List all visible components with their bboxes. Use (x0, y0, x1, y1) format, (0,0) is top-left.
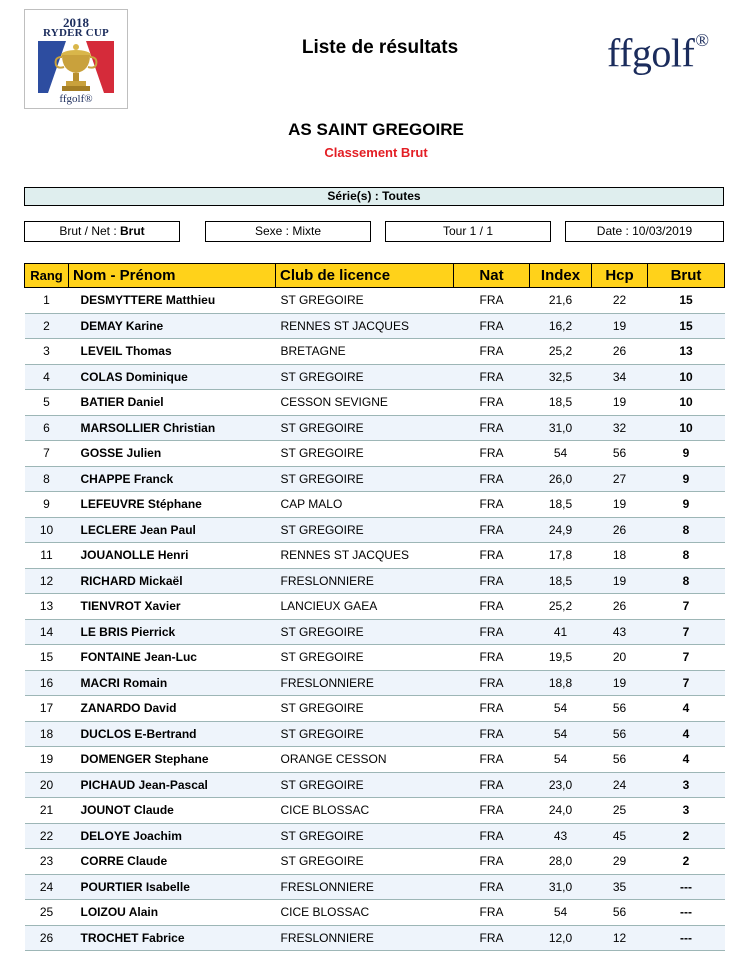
series-bar: Série(s) : Toutes (24, 187, 724, 206)
table-row (25, 925, 725, 951)
row-index: 18,5 (530, 390, 592, 416)
ffgolf-logo (607, 24, 709, 75)
row-index: 54 (530, 441, 592, 467)
row-nat: FRA (454, 441, 530, 467)
ffgolf-registered-icon: ® (695, 30, 709, 50)
row-nat: FRA (454, 619, 530, 645)
row-rang: 5 (25, 390, 69, 416)
row-hcp: 29 (592, 849, 648, 875)
row-nom: GOSSE Julien (69, 441, 276, 467)
row-nom: LECLERE Jean Paul (69, 517, 276, 543)
row-hcp: 26 (592, 594, 648, 620)
row-club: BRETAGNE (276, 339, 454, 365)
row-nat: FRA (454, 670, 530, 696)
row-nom: TROCHET Fabrice (69, 925, 276, 951)
row-club: ST GREGOIRE (276, 696, 454, 722)
ryder-cup-name: RYDER CUP (43, 27, 109, 39)
row-brut: --- (648, 874, 725, 900)
row-brut: 4 (648, 696, 725, 722)
row-club: LANCIEUX GAEA (276, 594, 454, 620)
row-nat: FRA (454, 925, 530, 951)
row-nat: FRA (454, 721, 530, 747)
row-hcp: 56 (592, 747, 648, 773)
row-rang: 15 (25, 645, 69, 671)
col-header-nom: Nom - Prénom (69, 264, 276, 288)
row-rang: 24 (25, 874, 69, 900)
table-row (25, 772, 725, 798)
row-nom: LE BRIS Pierrick (69, 619, 276, 645)
row-rang: 21 (25, 798, 69, 824)
row-club: ORANGE CESSON (276, 747, 454, 773)
row-club: ST GREGOIRE (276, 466, 454, 492)
row-nat: FRA (454, 823, 530, 849)
row-rang: 23 (25, 849, 69, 875)
row-nat: FRA (454, 339, 530, 365)
row-brut: 15 (648, 313, 725, 339)
row-nom: JOUANOLLE Henri (69, 543, 276, 569)
row-club: ST GREGOIRE (276, 364, 454, 390)
row-club: ST GREGOIRE (276, 415, 454, 441)
row-nat: FRA (454, 288, 530, 314)
table-row (25, 364, 725, 390)
row-rang: 26 (25, 925, 69, 951)
brut-net-value: Brut (120, 224, 145, 238)
row-nat: FRA (454, 568, 530, 594)
row-index: 21,6 (530, 288, 592, 314)
row-club: ST GREGOIRE (276, 441, 454, 467)
row-nat: FRA (454, 874, 530, 900)
row-club: RENNES ST JACQUES (276, 543, 454, 569)
row-rang: 6 (25, 415, 69, 441)
row-brut: --- (648, 900, 725, 926)
table-row (25, 492, 725, 518)
table-row (25, 313, 725, 339)
table-row (25, 900, 725, 926)
row-rang: 13 (25, 594, 69, 620)
row-club: ST GREGOIRE (276, 721, 454, 747)
row-brut: 2 (648, 849, 725, 875)
row-brut: 8 (648, 517, 725, 543)
row-brut: 7 (648, 619, 725, 645)
row-brut: 4 (648, 747, 725, 773)
row-nat: FRA (454, 364, 530, 390)
row-index: 43 (530, 823, 592, 849)
row-rang: 2 (25, 313, 69, 339)
col-header-rang: Rang (25, 264, 69, 288)
ryder-cup-ffgolf: ffgolf® (59, 93, 93, 105)
row-brut: 9 (648, 441, 725, 467)
row-index: 54 (530, 900, 592, 926)
tour-filter: Tour 1 / 1 (385, 221, 551, 242)
row-hcp: 26 (592, 339, 648, 365)
ryder-cup-logo (24, 9, 128, 109)
row-club: FRESLONNIERE (276, 670, 454, 696)
row-hcp: 25 (592, 798, 648, 824)
row-rang: 8 (25, 466, 69, 492)
row-brut: --- (648, 925, 725, 951)
row-club: ST GREGOIRE (276, 772, 454, 798)
row-club: FRESLONNIERE (276, 925, 454, 951)
row-nat: FRA (454, 517, 530, 543)
row-rang: 12 (25, 568, 69, 594)
row-hcp: 20 (592, 645, 648, 671)
sexe-filter: Sexe : Mixte (205, 221, 371, 242)
row-index: 31,0 (530, 415, 592, 441)
row-brut: 10 (648, 390, 725, 416)
row-nom: POURTIER Isabelle (69, 874, 276, 900)
row-nom: DEMAY Karine (69, 313, 276, 339)
results-body (25, 288, 725, 951)
table-row (25, 568, 725, 594)
row-index: 31,0 (530, 874, 592, 900)
table-row (25, 390, 725, 416)
row-rang: 11 (25, 543, 69, 569)
table-row (25, 747, 725, 773)
table-row (25, 619, 725, 645)
ffgolf-logo-text: ffgolf (607, 30, 695, 76)
row-rang: 19 (25, 747, 69, 773)
row-club: ST GREGOIRE (276, 849, 454, 875)
ryder-cup-trophy-icon (38, 41, 114, 93)
row-hcp: 56 (592, 721, 648, 747)
row-nom: CHAPPE Franck (69, 466, 276, 492)
row-club: ST GREGOIRE (276, 288, 454, 314)
brut-net-filter (24, 221, 180, 242)
row-brut: 8 (648, 543, 725, 569)
row-rang: 7 (25, 441, 69, 467)
row-index: 25,2 (530, 594, 592, 620)
row-club: RENNES ST JACQUES (276, 313, 454, 339)
row-rang: 17 (25, 696, 69, 722)
row-nom: BATIER Daniel (69, 390, 276, 416)
row-brut: 8 (648, 568, 725, 594)
row-brut: 13 (648, 339, 725, 365)
table-row (25, 849, 725, 875)
row-nom: MARSOLLIER Christian (69, 415, 276, 441)
row-rang: 25 (25, 900, 69, 926)
row-club: ST GREGOIRE (276, 517, 454, 543)
row-index: 41 (530, 619, 592, 645)
row-rang: 9 (25, 492, 69, 518)
row-nat: FRA (454, 313, 530, 339)
row-nom: COLAS Dominique (69, 364, 276, 390)
table-row (25, 721, 725, 747)
row-club: CICE BLOSSAC (276, 798, 454, 824)
row-nom: LEVEIL Thomas (69, 339, 276, 365)
club-name: AS SAINT GREGOIRE (288, 120, 464, 139)
row-nat: FRA (454, 543, 530, 569)
row-hcp: 24 (592, 772, 648, 798)
row-rang: 16 (25, 670, 69, 696)
row-nom: MACRI Romain (69, 670, 276, 696)
brut-net-label: Brut / Net : (59, 224, 117, 238)
row-nat: FRA (454, 390, 530, 416)
row-hcp: 19 (592, 390, 648, 416)
row-nat: FRA (454, 696, 530, 722)
row-index: 18,8 (530, 670, 592, 696)
row-nat: FRA (454, 798, 530, 824)
row-hcp: 19 (592, 670, 648, 696)
row-hcp: 56 (592, 900, 648, 926)
row-hcp: 19 (592, 492, 648, 518)
row-rang: 18 (25, 721, 69, 747)
row-index: 17,8 (530, 543, 592, 569)
row-nat: FRA (454, 645, 530, 671)
table-row (25, 874, 725, 900)
row-nom: ZANARDO David (69, 696, 276, 722)
row-index: 32,5 (530, 364, 592, 390)
row-hcp: 12 (592, 925, 648, 951)
row-hcp: 19 (592, 313, 648, 339)
table-row (25, 441, 725, 467)
table-row (25, 339, 725, 365)
row-brut: 15 (648, 288, 725, 314)
row-nom: RICHARD Mickaël (69, 568, 276, 594)
row-hcp: 32 (592, 415, 648, 441)
table-row (25, 466, 725, 492)
col-header-nat: Nat (454, 264, 530, 288)
row-brut: 7 (648, 670, 725, 696)
row-nat: FRA (454, 772, 530, 798)
row-nat: FRA (454, 747, 530, 773)
row-index: 54 (530, 721, 592, 747)
row-brut: 10 (648, 415, 725, 441)
row-brut: 3 (648, 798, 725, 824)
row-hcp: 26 (592, 517, 648, 543)
table-row (25, 517, 725, 543)
row-rang: 20 (25, 772, 69, 798)
row-hcp: 22 (592, 288, 648, 314)
row-club: ST GREGOIRE (276, 619, 454, 645)
row-rang: 14 (25, 619, 69, 645)
document-title: Liste de résultats (301, 37, 459, 58)
row-rang: 22 (25, 823, 69, 849)
row-nat: FRA (454, 849, 530, 875)
row-brut: 2 (648, 823, 725, 849)
table-row (25, 594, 725, 620)
row-index: 54 (530, 696, 592, 722)
row-nom: LOIZOU Alain (69, 900, 276, 926)
row-brut: 10 (648, 364, 725, 390)
row-hcp: 18 (592, 543, 648, 569)
row-index: 19,5 (530, 645, 592, 671)
row-club: CAP MALO (276, 492, 454, 518)
classement-type: Classement Brut (324, 145, 428, 160)
row-hcp: 19 (592, 568, 648, 594)
row-index: 26,0 (530, 466, 592, 492)
row-index: 23,0 (530, 772, 592, 798)
row-club: FRESLONNIERE (276, 874, 454, 900)
row-index: 54 (530, 747, 592, 773)
row-nom: DELOYE Joachim (69, 823, 276, 849)
row-index: 12,0 (530, 925, 592, 951)
row-brut: 9 (648, 466, 725, 492)
row-nom: DUCLOS E-Bertrand (69, 721, 276, 747)
row-nom: LEFEUVRE Stéphane (69, 492, 276, 518)
table-row (25, 670, 725, 696)
col-header-index: Index (530, 264, 592, 288)
ryder-cup-year: 2018 (63, 15, 89, 30)
row-brut: 9 (648, 492, 725, 518)
row-index: 18,5 (530, 568, 592, 594)
row-rang: 1 (25, 288, 69, 314)
row-club: ST GREGOIRE (276, 823, 454, 849)
row-hcp: 56 (592, 441, 648, 467)
table-row (25, 415, 725, 441)
results-table (24, 263, 725, 951)
row-nat: FRA (454, 415, 530, 441)
row-nat: FRA (454, 594, 530, 620)
row-index: 25,2 (530, 339, 592, 365)
row-nom: FONTAINE Jean-Luc (69, 645, 276, 671)
table-row (25, 543, 725, 569)
row-index: 24,0 (530, 798, 592, 824)
row-rang: 10 (25, 517, 69, 543)
row-nom: CORRE Claude (69, 849, 276, 875)
row-hcp: 56 (592, 696, 648, 722)
col-header-club: Club de licence (276, 264, 454, 288)
table-row (25, 798, 725, 824)
row-brut: 7 (648, 645, 725, 671)
row-index: 24,9 (530, 517, 592, 543)
date-filter: Date : 10/03/2019 (565, 221, 724, 242)
table-row (25, 645, 725, 671)
col-header-brut: Brut (648, 264, 725, 288)
row-hcp: 43 (592, 619, 648, 645)
row-nom: PICHAUD Jean-Pascal (69, 772, 276, 798)
table-row (25, 288, 725, 314)
row-hcp: 34 (592, 364, 648, 390)
row-rang: 4 (25, 364, 69, 390)
row-club: CICE BLOSSAC (276, 900, 454, 926)
row-brut: 7 (648, 594, 725, 620)
row-club: ST GREGOIRE (276, 645, 454, 671)
table-row (25, 696, 725, 722)
row-index: 16,2 (530, 313, 592, 339)
row-hcp: 35 (592, 874, 648, 900)
row-hcp: 27 (592, 466, 648, 492)
row-index: 18,5 (530, 492, 592, 518)
row-nom: JOUNOT Claude (69, 798, 276, 824)
col-header-hcp: Hcp (592, 264, 648, 288)
row-brut: 3 (648, 772, 725, 798)
row-nat: FRA (454, 492, 530, 518)
row-club: CESSON SEVIGNE (276, 390, 454, 416)
row-nom: DESMYTTERE Matthieu (69, 288, 276, 314)
row-club: FRESLONNIERE (276, 568, 454, 594)
row-nat: FRA (454, 466, 530, 492)
table-row (25, 823, 725, 849)
row-nat: FRA (454, 900, 530, 926)
row-hcp: 45 (592, 823, 648, 849)
row-nom: DOMENGER Stephane (69, 747, 276, 773)
row-nom: TIENVROT Xavier (69, 594, 276, 620)
results-header-row (25, 264, 725, 288)
row-index: 28,0 (530, 849, 592, 875)
row-brut: 4 (648, 721, 725, 747)
row-rang: 3 (25, 339, 69, 365)
